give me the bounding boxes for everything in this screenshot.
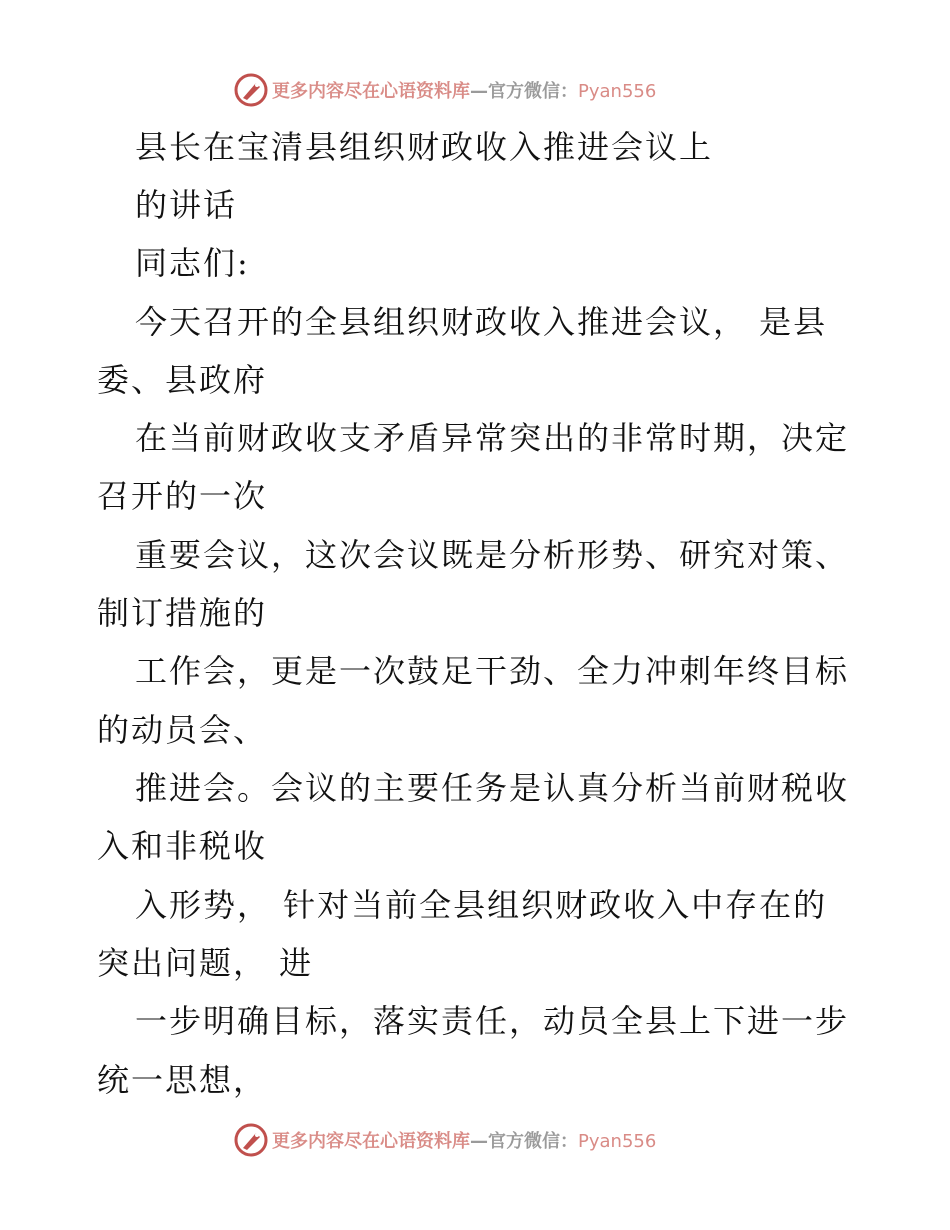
paragraph-line: 一步明确目标，落实责任，动员全县上下进一步 <box>135 1002 850 1040</box>
banner-text <box>272 1127 656 1153</box>
paragraph-line: 入和非税收 <box>97 827 268 865</box>
banner-separator: —官方微信： <box>470 1131 578 1152</box>
paragraph-line: 制订措施的 <box>97 594 268 632</box>
paragraph-line: 统一思想， <box>97 1061 268 1099</box>
header-banner <box>234 70 656 110</box>
pen-nib-logo-icon <box>234 1123 268 1157</box>
banner-title: 更多内容尽在心语资料库 <box>272 1131 470 1152</box>
paragraph-line: 重要会议，这次会议既是分析形势、研究对策、 <box>135 536 850 574</box>
paragraph-line: 在当前财政收支矛盾异常突出的非常时期，决定 <box>135 419 850 457</box>
paragraph-line: 的动员会、 <box>97 711 268 749</box>
banner-title: 更多内容尽在心语资料库 <box>272 81 470 102</box>
banner-text <box>272 77 656 103</box>
paragraph-line: 推进会。会议的主要任务是认真分析当前财税收 <box>135 769 850 807</box>
paragraph-line: 今天召开的全县组织财政收入推进会议， 是县 <box>135 303 828 341</box>
paragraph-line: 工作会，更是一次鼓足干劲、全力冲刺年终目标 <box>135 652 850 690</box>
doc-title-line-1: 县长在宝清县组织财政收入推进会议上 <box>135 128 714 166</box>
paragraph-line: 召开的一次 <box>97 477 268 515</box>
banner-separator: —官方微信： <box>470 81 578 102</box>
footer-banner <box>234 1120 656 1160</box>
paragraph-line: 委、县政府 <box>97 361 268 399</box>
banner-wechat-id: Pyan556 <box>578 81 657 102</box>
pen-nib-logo-icon <box>234 73 268 107</box>
paragraph-line: 突出问题， 进 <box>97 944 314 982</box>
salutation: 同志们: <box>135 244 250 282</box>
paragraph-line: 入形势， 针对当前全县组织财政收入中存在的 <box>135 886 828 924</box>
doc-title-line-2: 的讲话 <box>135 186 238 224</box>
banner-wechat-id: Pyan556 <box>578 1131 657 1152</box>
